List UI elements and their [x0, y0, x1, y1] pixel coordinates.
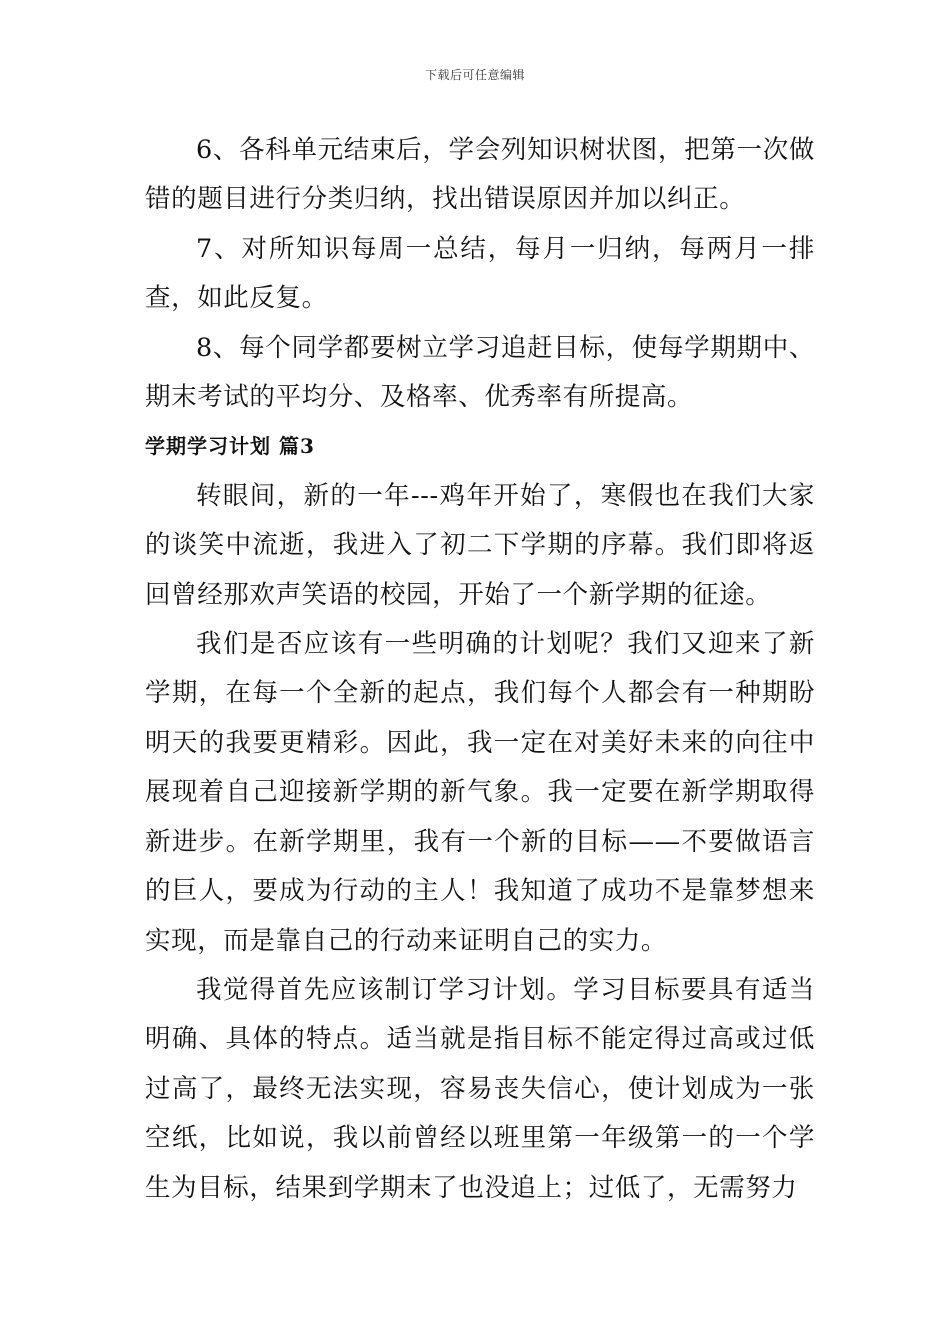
paragraph-goals: 我觉得首先应该制订学习计划。学习目标要具有适当明确、具体的特点。适当就是指目标不能定得过高或过低过高了，最终无法实现，容易丧失信心，使计划成为一张空纸，比如说，我以前曾经以班里第一年级第一的一个学生为目标，结果到学期末了也没追上；过低了，无需努力 [145, 974, 815, 1203]
section-heading: 学期学习计划 篇3 [145, 434, 315, 459]
document-body [145, 126, 815, 1213]
paragraph-intro: 转眼间，新的一年---鸡年开始了，寒假也在我们大家的谈笑中流逝，我进入了初二下学期的序幕。我们即将返回曾经那欢声笑语的校园，开始了一个新学期的征途。 [145, 480, 815, 610]
paragraph-item-7: 7、对所知识每周一总结，每月一归纳，每两月一排查，如此反复。 [145, 233, 815, 314]
paragraph-item-6: 6、各科单元结束后，学会列知识树状图，把第一次做错的题目进行分类归纳，找出错误原因并加以纠正。 [145, 135, 815, 215]
paragraph-item-8: 8、每个同学都要树立学习追赶目标，使每学期期中、期末考试的平均分、及格率、优秀率有所提高。 [145, 332, 815, 413]
paragraph-plan: 我们是否应该有一些明确的计划呢？我们又迎来了新学期，在每一个全新的起点，我们每个人都会有一种期盼明天的我要更精彩。因此，我一定在对美好未来的向往中展现着自己迎接新学期的新气象。我一定要在新学期取得新进步。在新学期里，我有一个新的目标——不要做语言的巨人，要成为行动的主人！我知道了成功不是靠梦想来实现，而是靠自己的行动来证明自己的实力。 [145, 629, 815, 956]
page-header-note: 下载后可任意编辑 [424, 68, 525, 82]
